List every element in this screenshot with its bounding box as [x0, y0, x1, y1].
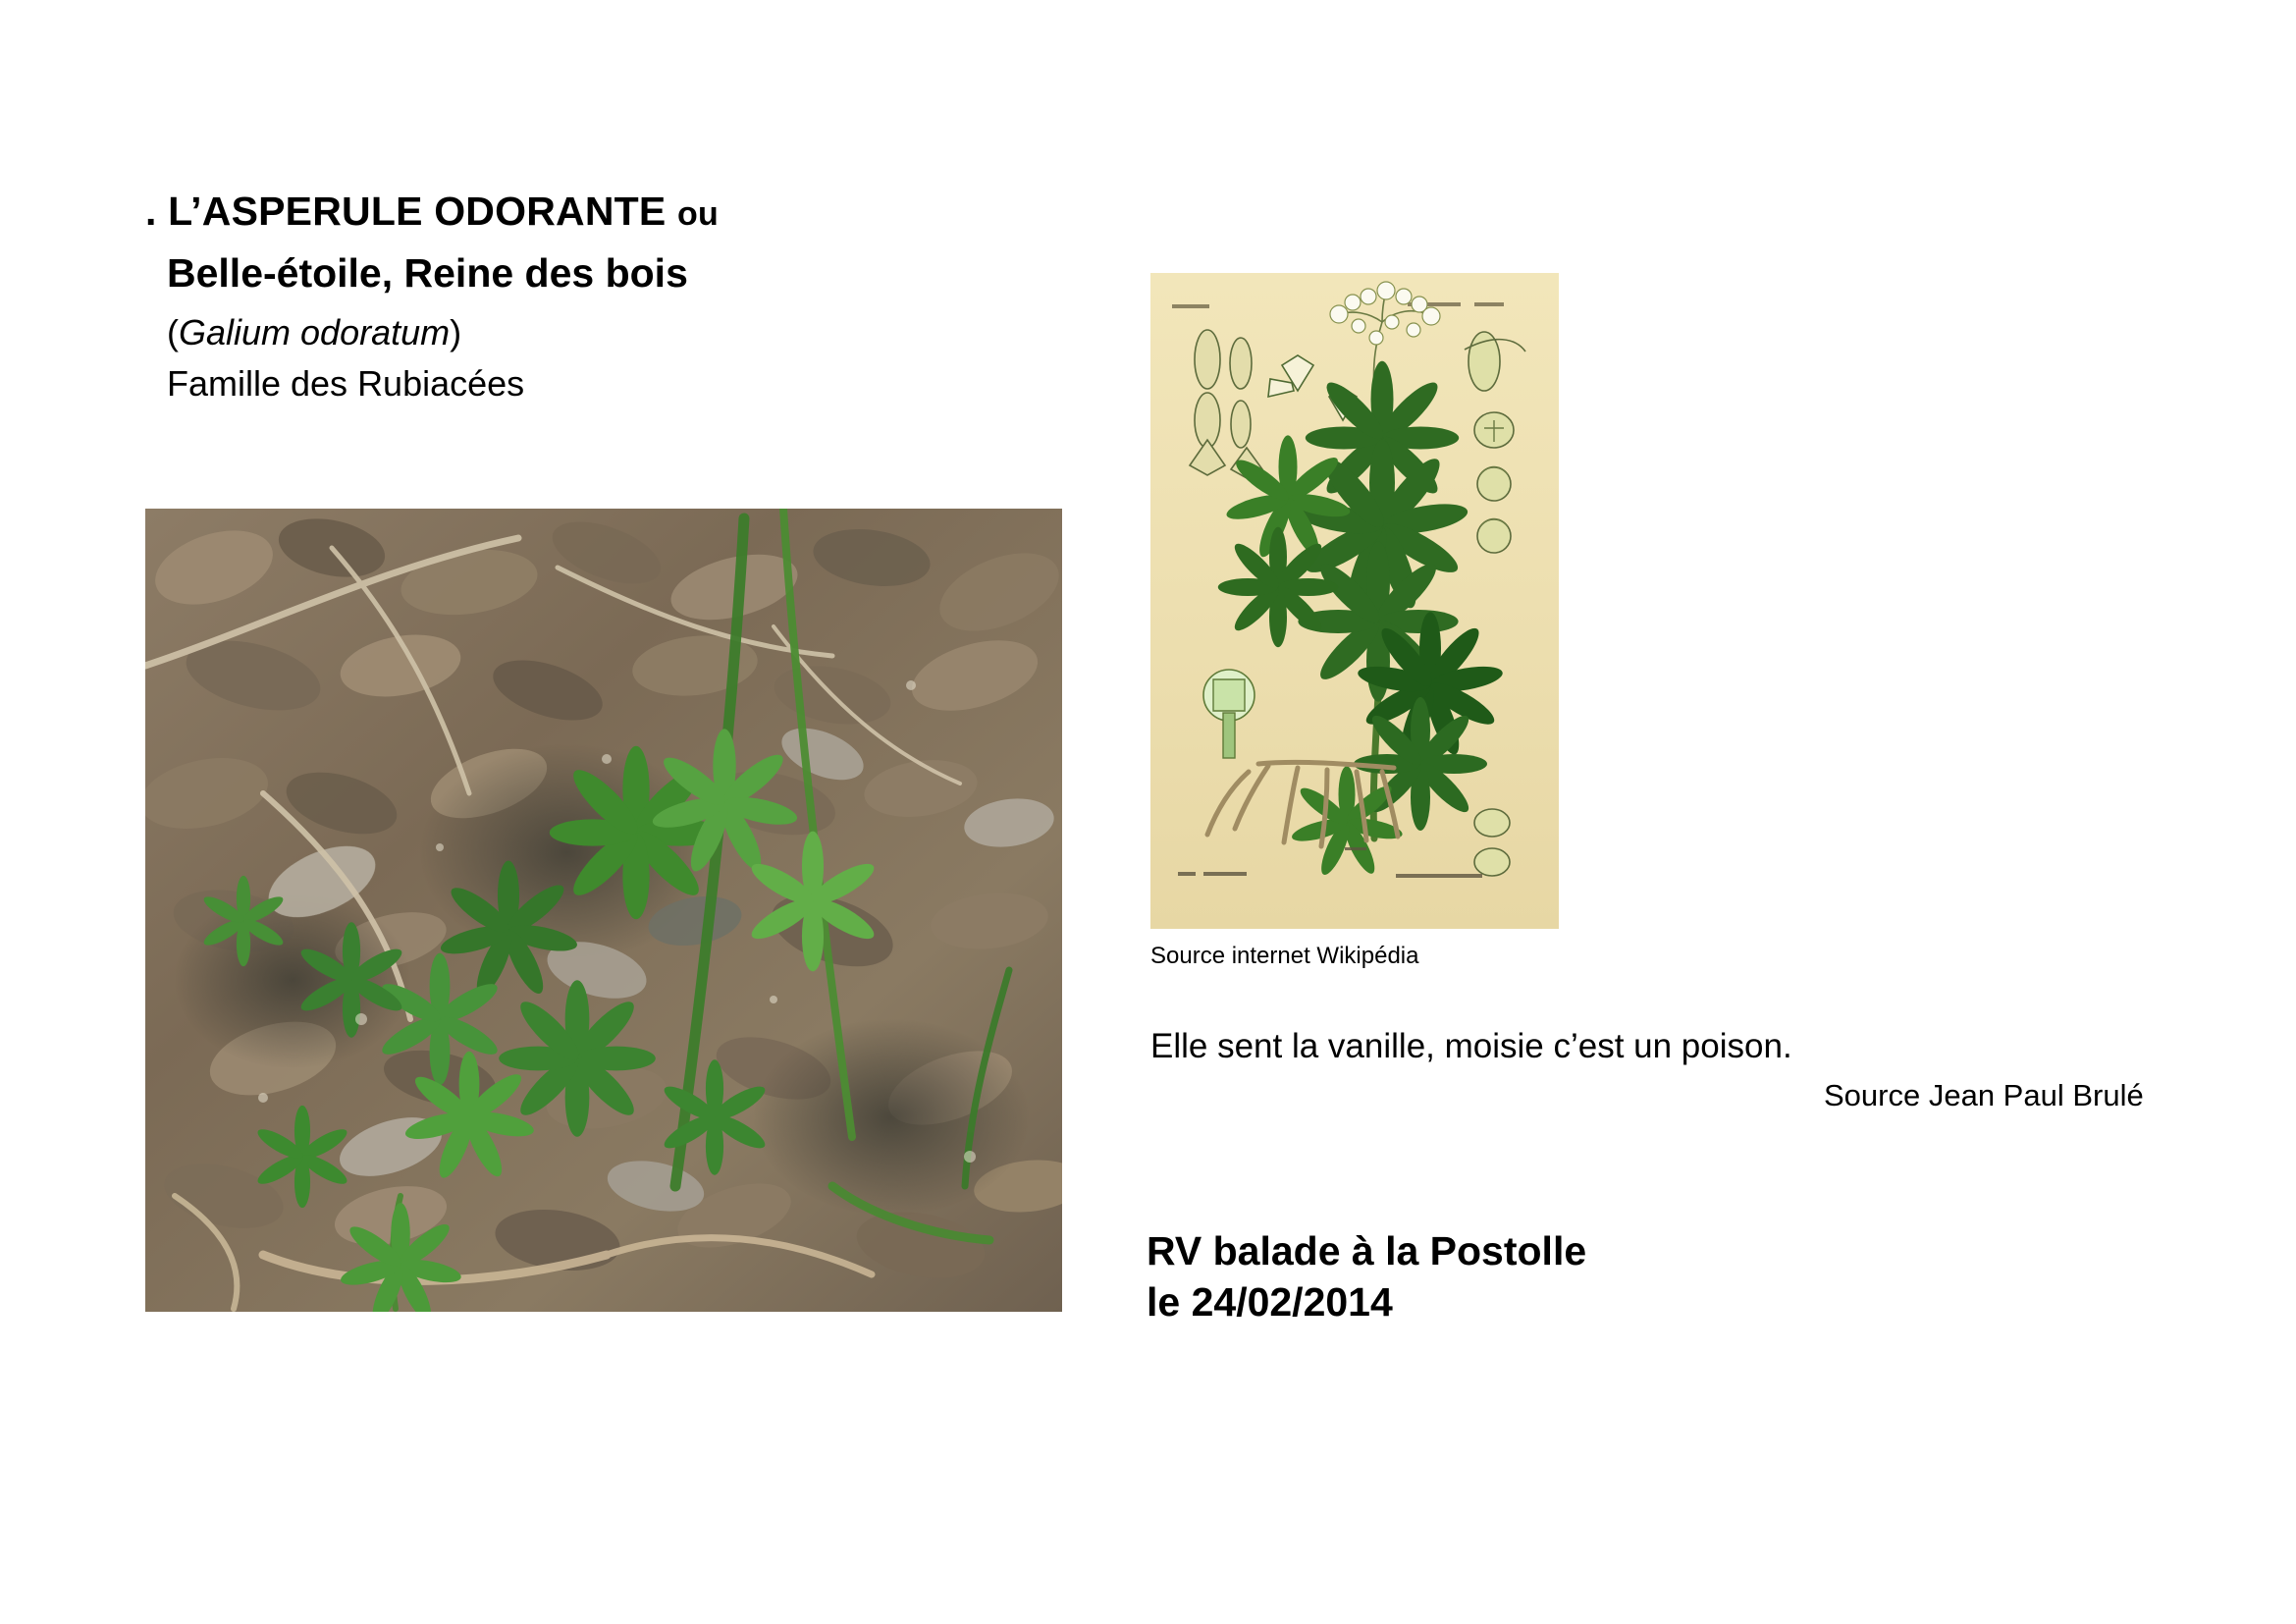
page-title [145, 189, 1127, 235]
meeting-block [1147, 1225, 1586, 1328]
page-title-text: . L’ASPERULE ODORANTE [145, 189, 667, 234]
latin-name-open-paren: ( [167, 312, 179, 352]
title-block [145, 189, 1127, 405]
page-subtitle: Belle-étoile, Reine des bois [167, 250, 688, 296]
latin-name-close-paren: ) [450, 312, 462, 352]
page-title-suffix: ou [677, 195, 719, 233]
forest-floor-photo-graphic [145, 509, 1062, 1312]
family-name: Famille des Rubiacées [167, 363, 525, 404]
botanical-illustration [1150, 273, 1559, 929]
botanical-illustration-graphic [1150, 273, 1559, 929]
meeting-line-2: le 24/02/2014 [1147, 1279, 1393, 1326]
latin-name [167, 312, 1127, 353]
note-text: Elle sent la vanille, moisie c’est un poison. [1150, 1027, 1792, 1065]
note-source: Source Jean Paul Brulé [1824, 1078, 2144, 1112]
forest-floor-photo [145, 509, 1062, 1312]
plate-source-caption: Source internet Wikipédia [1150, 943, 1419, 969]
latin-name-text: Galium odoratum [179, 312, 451, 352]
meeting-line-1: RV balade à la Postolle [1147, 1228, 1587, 1273]
